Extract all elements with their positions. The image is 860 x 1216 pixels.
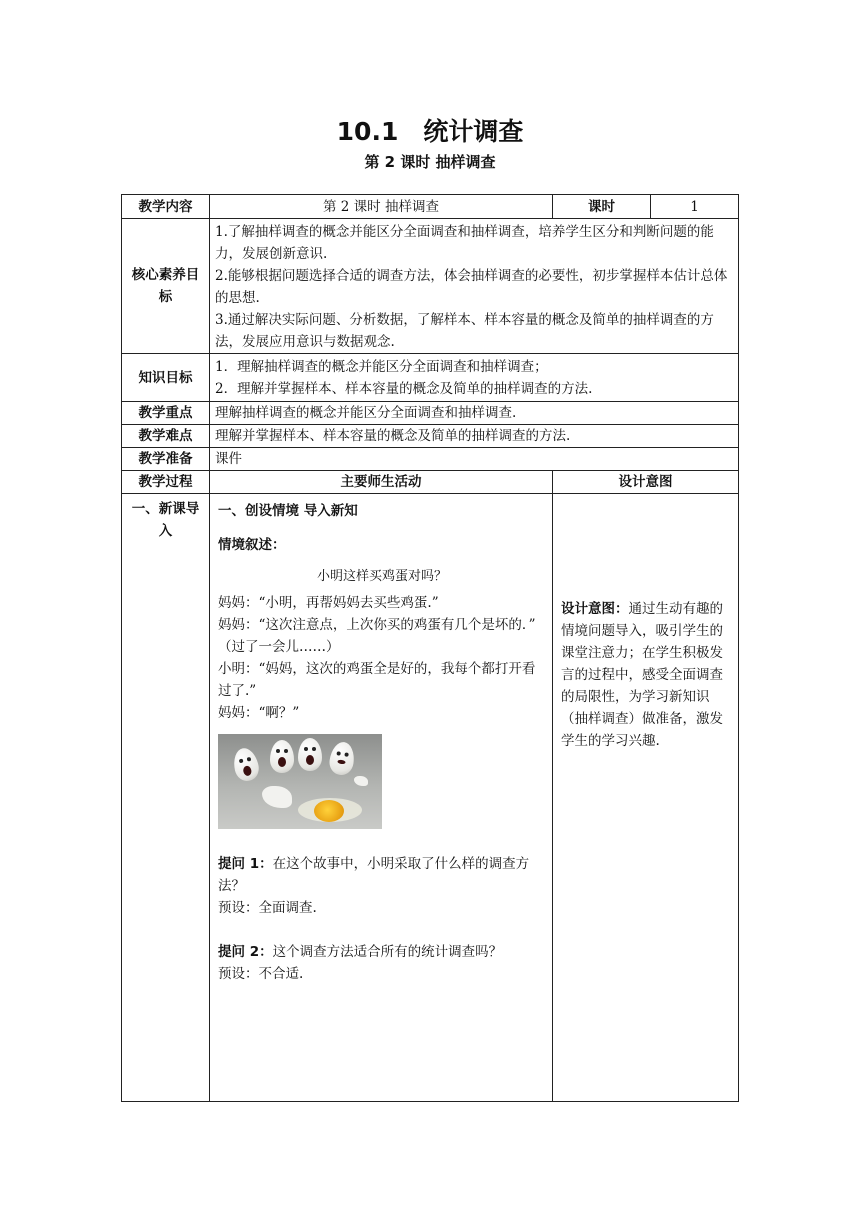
knowledge-item-1: 1．理解抽样调查的概念并能区分全面调查和抽样调查； [215, 358, 548, 375]
intent-label: 设计意图： [561, 601, 629, 617]
label-difficulty: 教学难点 [122, 425, 210, 448]
label-section-1: 一、新课导入 [122, 494, 210, 1102]
value-hours: 1 [651, 195, 739, 219]
header-activity: 主要师生活动 [210, 471, 553, 494]
row-section-1 [122, 494, 739, 1102]
row-content [122, 195, 739, 219]
egg-figure [298, 738, 322, 771]
core-item-2: 2.能够根据问题选择合适的调查方法，体会抽样调查的必要性，初步掌握样本估计总体的思想. [215, 268, 728, 306]
label-content: 教学内容 [122, 195, 210, 219]
value-core [210, 219, 739, 354]
page-subtitle: 第 2 课时 抽样调查 [364, 153, 496, 171]
label-core: 核心素养目标 [122, 219, 210, 354]
intent-text: 通过生动有趣的情境问题导入，吸引学生的课堂注意力；在学生积极发言的过程中，感受全面调查的局限性，为学习新知识（抽样调查）做准备，激发学生的学习兴趣. [561, 601, 723, 749]
label-process: 教学过程 [122, 471, 210, 494]
value-difficulty: 理解并掌握样本、样本容量的概念及简单的抽样调查的方法. [210, 425, 739, 448]
header-intent: 设计意图 [553, 471, 739, 494]
section-1-intent [553, 494, 739, 1102]
question-2-text: 这个调查方法适合所有的统计调查吗？ [272, 944, 503, 960]
egg-figure [328, 740, 356, 776]
lesson-plan-table [121, 194, 739, 1102]
scenario-label: 情境叙述： [218, 537, 286, 553]
question-2-label: 提问 2： [218, 944, 273, 960]
row-difficulty [122, 425, 739, 448]
core-item-3: 3.通过解决实际问题、分析数据，了解样本、样本容量的概念及简单的抽样调查的方法，发展应用意识与数据观念. [215, 312, 714, 350]
dialogue-line-1: 妈妈：“小明，再帮妈妈去买些鸡蛋.” [218, 595, 439, 611]
story-title: 小明这样买鸡蛋对吗？ [316, 569, 447, 584]
eggs-illustration [218, 734, 382, 829]
eggshell [262, 786, 292, 808]
dialogue-line-2: 妈妈：“这次注意点，上次你买的鸡蛋有几个是坏的．” [218, 617, 536, 633]
row-core [122, 219, 739, 354]
question-1-text: 在这个故事中，小明采取了什么样的调查方法？ [218, 856, 530, 894]
label-focus: 教学重点 [122, 402, 210, 425]
row-process-header [122, 471, 739, 494]
value-content: 第 2 课时 抽样调查 [210, 195, 553, 219]
label-hours: 课时 [553, 195, 651, 219]
label-prep: 教学准备 [122, 448, 210, 471]
egg-yolk [314, 800, 344, 822]
section-heading: 一、创设情境 导入新知 [218, 503, 358, 519]
dialogue-line-4: 小明：“妈妈，这次的鸡蛋全是好的，我每个都打开看过了.” [218, 661, 536, 699]
dialogue-line-3: （过了一会儿……） [218, 639, 340, 655]
question-1-label: 提问 1： [218, 856, 273, 872]
value-knowledge [210, 354, 739, 402]
value-focus: 理解抽样调查的概念并能区分全面调查和抽样调查. [210, 402, 739, 425]
row-focus [122, 402, 739, 425]
dialogue-line-5: 妈妈：“啊？” [218, 705, 300, 721]
egg-figure [231, 746, 261, 783]
answer-2: 预设：不合适. [218, 966, 304, 982]
page-title: 10.1 统计调查 [336, 117, 524, 146]
row-knowledge [122, 354, 739, 402]
label-knowledge: 知识目标 [122, 354, 210, 402]
eggshell [354, 776, 368, 786]
core-item-1: 1.了解抽样调查的概念并能区分全面调查和抽样调查，培养学生区分和判断问题的能力，发展创新意识. [215, 224, 714, 262]
answer-1: 预设：全面调查. [218, 900, 317, 916]
value-prep: 课件 [210, 448, 739, 471]
knowledge-item-2: 2．理解并掌握样本、样本容量的概念及简单的抽样调查的方法. [215, 380, 593, 397]
row-prep [122, 448, 739, 471]
egg-figure [270, 740, 294, 773]
section-1-activity [210, 494, 553, 1102]
